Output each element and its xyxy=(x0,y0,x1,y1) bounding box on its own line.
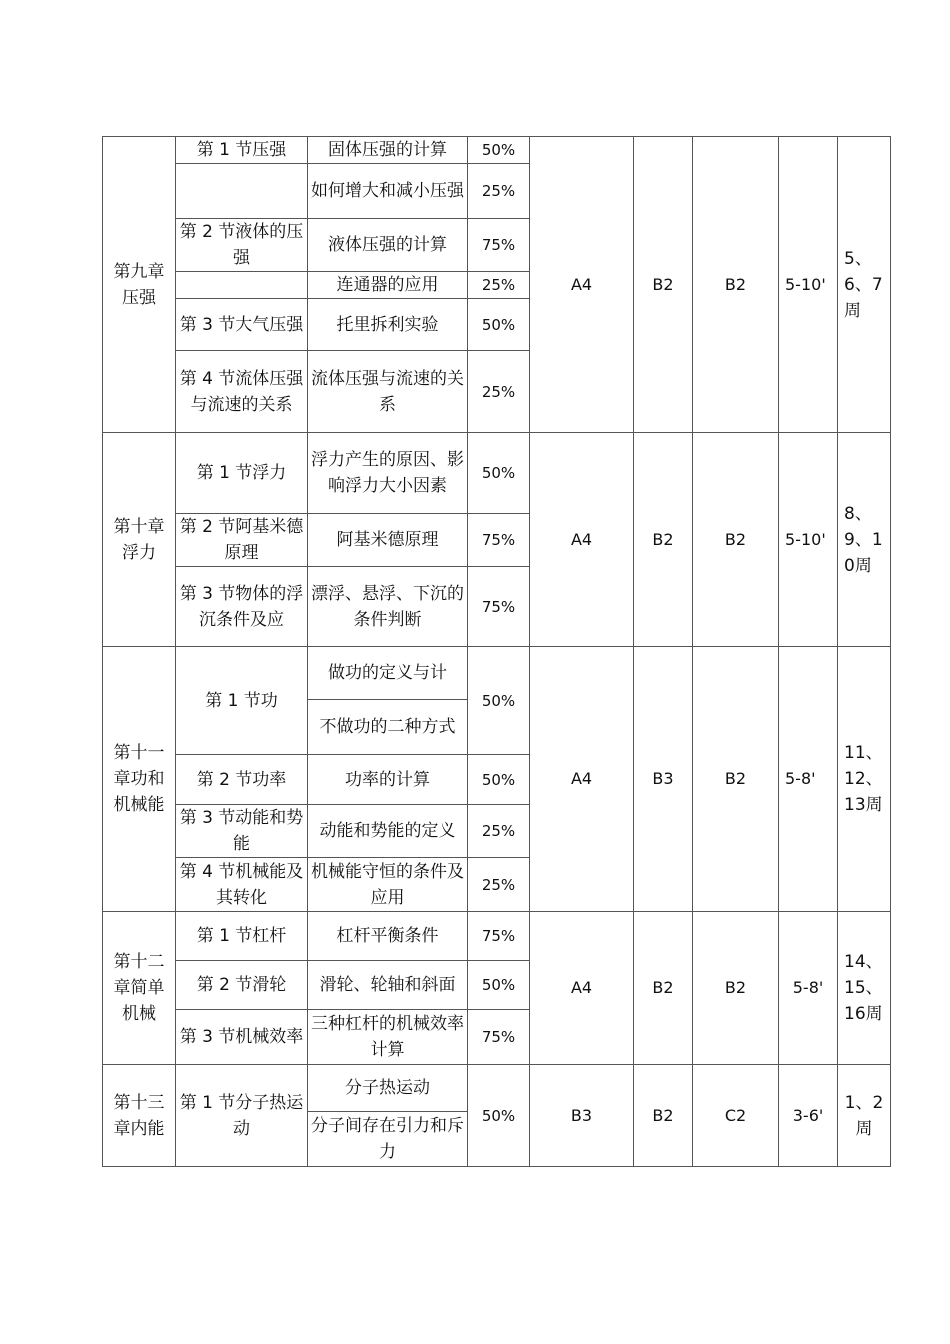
score-range: 5-10' xyxy=(779,137,838,433)
knowledge-point: 漂浮、悬浮、下沉的条件判断 xyxy=(308,567,468,647)
weight-percent: 75% xyxy=(468,514,530,567)
knowledge-point: 动能和势能的定义 xyxy=(308,805,468,858)
weight-percent: 25% xyxy=(468,272,530,299)
level-a: A4 xyxy=(530,433,634,647)
weight-percent: 50% xyxy=(468,1065,530,1167)
weight-percent: 50% xyxy=(468,647,530,755)
weight-percent: 75% xyxy=(468,219,530,272)
weight-percent: 50% xyxy=(468,137,530,164)
weight-percent: 75% xyxy=(468,912,530,961)
section-name xyxy=(176,164,308,219)
week-schedule: 5、6、7周 xyxy=(838,137,891,433)
section-name: 第 2 节滑轮 xyxy=(176,961,308,1010)
level-a: A4 xyxy=(530,647,634,912)
section-name: 第 3 节大气压强 xyxy=(176,299,308,351)
knowledge-point: 浮力产生的原因、影响浮力大小因素 xyxy=(308,433,468,514)
level-b: B2 xyxy=(634,137,693,433)
weight-percent: 25% xyxy=(468,858,530,912)
weight-percent: 50% xyxy=(468,433,530,514)
weight-percent: 25% xyxy=(468,351,530,433)
week-schedule: 11、12、13周 xyxy=(838,647,891,912)
level-a: A4 xyxy=(530,912,634,1065)
section-name: 第 1 节杠杆 xyxy=(176,912,308,961)
section-name: 第 1 节功 xyxy=(176,647,308,755)
knowledge-point: 不做功的二种方式 xyxy=(308,700,468,755)
week-schedule: 1、2周 xyxy=(838,1065,891,1167)
weight-percent: 50% xyxy=(468,755,530,805)
knowledge-point: 固体压强的计算 xyxy=(308,137,468,164)
weight-percent: 50% xyxy=(468,299,530,351)
knowledge-point: 流体压强与流速的关系 xyxy=(308,351,468,433)
section-name: 第 3 节动能和势能 xyxy=(176,805,308,858)
score-range: 5-8' xyxy=(779,647,838,912)
level-c: C2 xyxy=(693,1065,779,1167)
knowledge-point: 做功的定义与计 xyxy=(308,647,468,700)
knowledge-point: 功率的计算 xyxy=(308,755,468,805)
knowledge-point: 机械能守恒的条件及应用 xyxy=(308,858,468,912)
knowledge-point: 三种杠杆的机械效率计算 xyxy=(308,1010,468,1065)
knowledge-point: 液体压强的计算 xyxy=(308,219,468,272)
section-name: 第 3 节物体的浮沉条件及应 xyxy=(176,567,308,647)
chapter-name: 第十一章功和机械能 xyxy=(103,647,176,912)
knowledge-point: 连通器的应用 xyxy=(308,272,468,299)
level-c: B2 xyxy=(693,137,779,433)
knowledge-point: 滑轮、轮轴和斜面 xyxy=(308,961,468,1010)
knowledge-point: 如何增大和减小压强 xyxy=(308,164,468,219)
score-range: 5-8' xyxy=(779,912,838,1065)
section-name: 第 1 节压强 xyxy=(176,137,308,164)
level-b: B3 xyxy=(634,647,693,912)
knowledge-point: 分子热运动 xyxy=(308,1065,468,1112)
level-c: B2 xyxy=(693,433,779,647)
level-c: B2 xyxy=(693,647,779,912)
score-range: 3-6' xyxy=(779,1065,838,1167)
knowledge-point: 阿基米德原理 xyxy=(308,514,468,567)
section-name: 第 1 节浮力 xyxy=(176,433,308,514)
section-name xyxy=(176,272,308,299)
level-a: A4 xyxy=(530,137,634,433)
knowledge-point: 托里拆利实验 xyxy=(308,299,468,351)
week-schedule: 14、15、16周 xyxy=(838,912,891,1065)
section-name: 第 2 节阿基米德原理 xyxy=(176,514,308,567)
weight-percent: 25% xyxy=(468,805,530,858)
level-a: B3 xyxy=(530,1065,634,1167)
section-name: 第 2 节液体的压强 xyxy=(176,219,308,272)
level-b: B2 xyxy=(634,912,693,1065)
level-c: B2 xyxy=(693,912,779,1065)
chapter-name: 第十三章内能 xyxy=(103,1065,176,1167)
chapter-name: 第九章压强 xyxy=(103,137,176,433)
weight-percent: 75% xyxy=(468,1010,530,1065)
knowledge-point: 杠杆平衡条件 xyxy=(308,912,468,961)
section-name: 第 4 节机械能及其转化 xyxy=(176,858,308,912)
curriculum-table xyxy=(102,136,891,1167)
week-schedule: 8、9、10周 xyxy=(838,433,891,647)
level-b: B2 xyxy=(634,433,693,647)
section-name: 第 4 节流体压强与流速的关系 xyxy=(176,351,308,433)
section-name: 第 2 节功率 xyxy=(176,755,308,805)
weight-percent: 25% xyxy=(468,164,530,219)
weight-percent: 50% xyxy=(468,961,530,1010)
level-b: B2 xyxy=(634,1065,693,1167)
section-name: 第 1 节分子热运动 xyxy=(176,1065,308,1167)
chapter-name: 第十二章简单机械 xyxy=(103,912,176,1065)
chapter-name: 第十章浮力 xyxy=(103,433,176,647)
section-name: 第 3 节机械效率 xyxy=(176,1010,308,1065)
knowledge-point: 分子间存在引力和斥力 xyxy=(308,1112,468,1167)
weight-percent: 75% xyxy=(468,567,530,647)
score-range: 5-10' xyxy=(779,433,838,647)
